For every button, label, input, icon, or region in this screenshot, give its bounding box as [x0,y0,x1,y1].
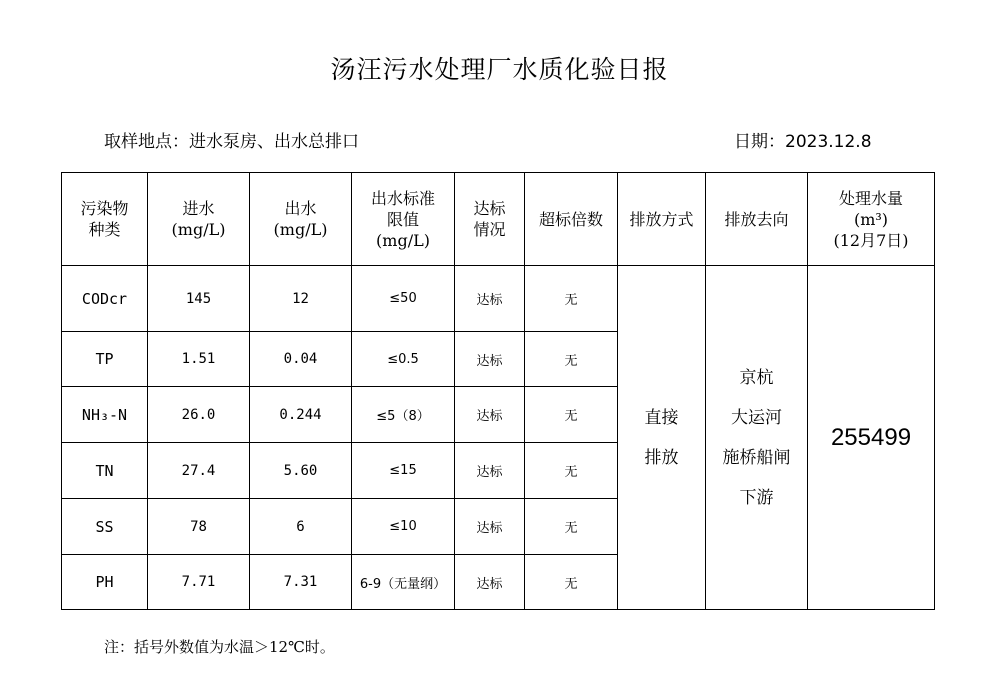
table-row [62,266,935,332]
treated-volume-value: 255499 [808,266,935,610]
pollutant-cell: CODcr [62,266,148,332]
header-limit: 出水标准 限值 (mg/L) [352,173,455,266]
outflow-cell: 7.31 [250,555,352,610]
exceed-cell: 无 [525,332,618,387]
header-discharge-destination: 排放去向 [706,173,808,266]
exceed-cell: 无 [525,443,618,499]
pollutant-cell: PH [62,555,148,610]
limit-cell: ≤5（8） [352,387,455,443]
inflow-cell: 78 [148,499,250,555]
pollutant-cell: TP [62,332,148,387]
inflow-cell: 1.51 [148,332,250,387]
compliance-cell: 达标 [455,387,525,443]
inflow-cell: 145 [148,266,250,332]
outflow-cell: 5.60 [250,443,352,499]
header-volume: 处理水量 (m³) (12月7日) [808,173,935,266]
report-date: 日期：2023.12.8 [734,132,872,152]
compliance-cell: 达标 [455,443,525,499]
pollutant-cell: TN [62,443,148,499]
footnote: 注：括号外数值为水温＞12℃时。 [104,638,335,656]
outflow-cell: 0.244 [250,387,352,443]
report-title: 汤汪污水处理厂水质化验日报 [330,55,669,84]
header-pollutant: 污染物 种类 [62,173,148,266]
header-exceed: 超标倍数 [525,173,618,266]
compliance-cell: 达标 [455,499,525,555]
compliance-cell: 达标 [455,332,525,387]
inflow-cell: 27.4 [148,443,250,499]
compliance-cell: 达标 [455,555,525,610]
outflow-cell: 6 [250,499,352,555]
exceed-cell: 无 [525,555,618,610]
limit-cell: 6-9（无量纲） [352,555,455,610]
sampling-point: 取样地点：进水泵房、出水总排口 [104,132,359,152]
header-row [62,173,935,266]
limit-cell: ≤50 [352,266,455,332]
compliance-cell: 达标 [455,266,525,332]
inflow-cell: 26.0 [148,387,250,443]
limit-cell: ≤15 [352,443,455,499]
header-compliance: 达标 情况 [455,173,525,266]
header-outflow: 出水 (mg/L) [250,173,352,266]
discharge-destination-cell: 京杭 大运河 施桥船闸 下游 [706,266,808,610]
limit-cell: ≤10 [352,499,455,555]
exceed-cell: 无 [525,387,618,443]
limit-cell: ≤0.5 [352,332,455,387]
pollutant-cell: SS [62,499,148,555]
header-inflow: 进水 (mg/L) [148,173,250,266]
water-quality-table [61,172,935,610]
exceed-cell: 无 [525,499,618,555]
pollutant-cell: NH₃-N [62,387,148,443]
outflow-cell: 0.04 [250,332,352,387]
exceed-cell: 无 [525,266,618,332]
discharge-method-cell: 直接 排放 [618,266,706,610]
inflow-cell: 7.71 [148,555,250,610]
outflow-cell: 12 [250,266,352,332]
header-discharge-method: 排放方式 [618,173,706,266]
